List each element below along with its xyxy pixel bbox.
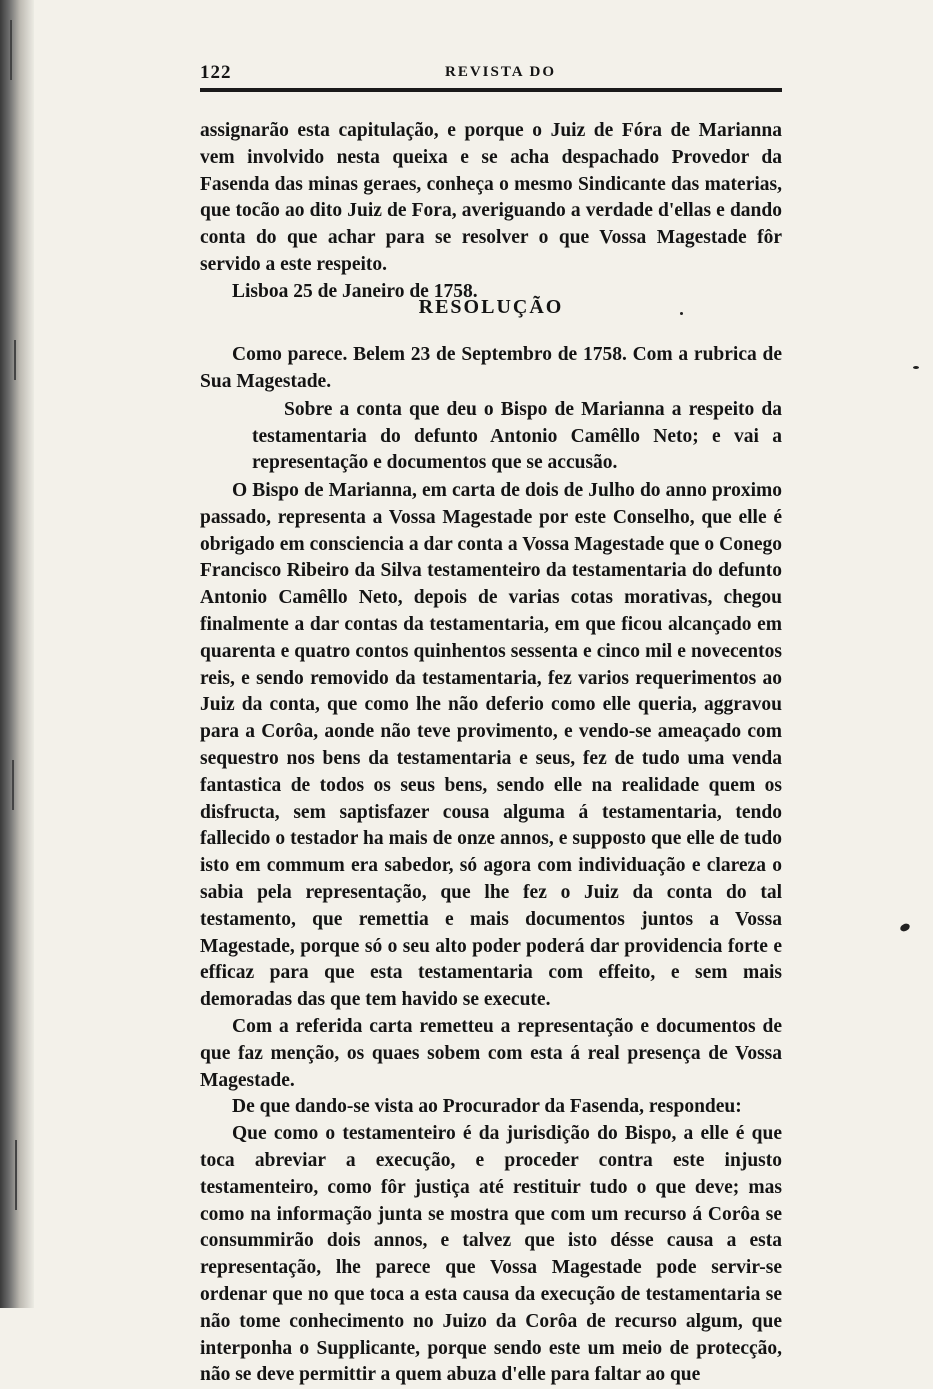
body-paragraph: Com a referida carta remetteu a representação e documentos de que faz menção, os quaes sobem com esta á real presença de Vossa Magestade.: [200, 1015, 782, 1091]
body-paragraph: De que dando-se vista ao Procurador da Fasenda, respondeu:: [232, 1096, 742, 1118]
body-paragraph: O Bispo de Marianna, em carta de dois de Julho do anno proximo passado, representa a Vossa Magestade por este Conselho, que elle é obrigado em consciencia a dar conta a Vossa Magestade que o Conego Francisco Ribeiro da Silva testamenteiro da testamentaria do defunto Antonio Camêllo Neto, depois de varias cotas morativas, chegou finalmente a dar contas da testamentaria, em que ficou alcançado em quarenta e quatro contos quinhentos sessenta e cinco mil e novecentos reis, e sendo removido da testamentaria, fez varios requerimentos ao Juiz da conta, que como lhe não deferio como elle queria, aggravou para a Corôa, aonde não teve provimento, e vendo-se ameaçado com sequestro nos bens da testamentaria e seus, fez de tudo uma venda fantastica de todos os seus bens, sendo elle na realidade quem os disfructa, sem saptisfazer cousa alguma á testamentaria, tendo fallecido o testador ha mais de onze annos, e supposto que elle de tudo isto em commum era sabedor, só agora com individuação e clareza o sabia pela representação, que lhe fez o Juiz da conta do tal testamento, que remettia e mais documentos juntos a Vossa Magestade, porque só o seu alto poder poderá dar providencia forte e efficaz para que esta testamentaria com effeito, e sem mais demoradas das que tem havido se execute.: [200, 480, 782, 1011]
opening-block: [200, 118, 782, 306]
date-line: Lisboa 25 de Janeiro de 1758.: [232, 280, 478, 302]
resolution-heading: RESOLUÇÃO: [418, 296, 564, 318]
spine-mark: [10, 20, 12, 80]
resolution-line: Como parece. Belem 23 de Septembro de 1758. Com a rubrica de Sua Magestade.: [200, 344, 782, 392]
document-summary: [252, 397, 782, 477]
body-paragraph: Que como o testamenteiro é da jurisdição do Bispo, a elle é que toca abreviar a execução, e proceder contra este injusto testamenteiro, como fôr justiça até restituir tudo o que deve; mas como na informação junta se mostra que com um recurso á Corôa se consummirão dois annos, e talvez que isto désse causa a esta representação, lhe parece que Vossa Magestade pode servir-se ordenar que no que toca a esta causa da execução de testamentaria se não tome conhecimento no Juizo da Corôa de recurso algum, que interponha o Supplicante, porque sendo este um meio de protecção, não se deve permittir a quem abuza d'elle para faltar ao que: [200, 1123, 782, 1386]
resolution-block: [200, 342, 782, 396]
ink-speck: [680, 312, 683, 315]
opening-paragraph: assignarão esta capitulação, e porque o Juiz de Fóra de Marianna vem involvido nesta queixa e se acha despachado Provedor da Fasenda das minas geraes, conheça o mesmo Sindicante das materias, que tocão ao dito Juiz de Fora, averiguando a verdade d'ellas e dando conta do que achar para se resolver o que Vossa Magestade fôr servido a este respeito.: [200, 120, 782, 275]
header-rule: [200, 88, 782, 92]
book-spine-shadow: [0, 0, 34, 1308]
summary-text: Sobre a conta que deu o Bispo de Marianna a respeito da testamentaria do defunto Antonio Camêllo Neto; e vai a representação e documentos que se accusão.: [252, 399, 782, 473]
main-body: [200, 478, 782, 1389]
running-title: REVISTA DO: [445, 64, 556, 80]
ink-speck: [913, 366, 919, 369]
spine-mark: [15, 1140, 17, 1210]
page-header: [200, 62, 782, 84]
spine-mark: [12, 760, 14, 810]
ink-speck: [899, 922, 911, 933]
spine-mark: [14, 340, 16, 380]
page-number: 122: [200, 62, 232, 83]
